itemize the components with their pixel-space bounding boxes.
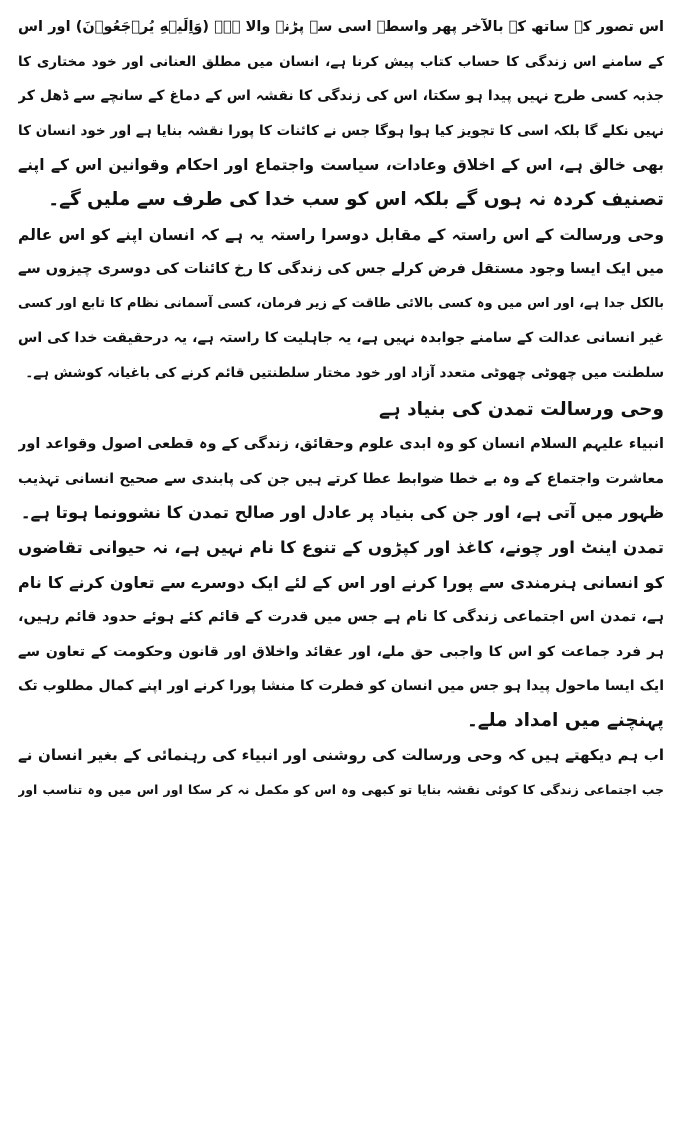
text-line: ہے، تمدن اس اجتماعی زندگی کا نام ہے جس میں قدرت کے قائم کئے ہوئے حدود قائم رہیں، <box>18 609 664 626</box>
paragraph <box>18 531 664 739</box>
text-line: تمدن اینٹ اور چونے، کاغذ اور کپڑوں کے تنوع کا نام نہیں ہے، نہ حیوانی تقاضوں <box>18 537 664 557</box>
text-line: وحی ورسالت کے اس راستہ کے مقابل دوسرا راستہ یہ ہے کہ انسان اپنے کو اس عالم <box>18 225 664 244</box>
text-line: ظہور میں آتی ہے، اور جن کی بنیاد پر عادل اور صالح تمدن کا نشوونما ہوتا ہے۔ <box>20 503 664 523</box>
paragraph <box>18 738 664 807</box>
section-heading: وحی ورسالت تمدن کی بنیاد ہے <box>378 398 664 420</box>
text-line: کو انسانی ہنرمندی سے پورا کرنے اور اس کے لئے ایک دوسرے سے تعاون کرنے کا نام <box>18 572 664 592</box>
text-line: پہنچنے میں امداد ملے۔ <box>466 709 664 731</box>
paragraph <box>18 218 664 391</box>
text-line: بالکل جدا ہے، اور اس میں وہ کسی بالائی طاقت کے زیر فرمان، کسی آسمانی نظام کا تابع اور کسی <box>18 295 664 311</box>
text-line: اس تصور کے ساتھ کہ بالآخر پھر واسطہ اسی سے پڑنے والا ہے۔ (وَاِلَیۡهِ یُرۡجَعُوۡنَ) اور اس <box>18 19 664 35</box>
text-line: بھی خالق ہے، اس کے اخلاق وعادات، سیاست واجتماع اور احکام وقوانین اس کے اپنے <box>18 156 664 175</box>
text-line: سلطنت میں چھوٹی چھوٹی متعدد آزاد اور خود مختار سلطنتیں قائم کرنے کی باغیانہ کوشش ہے۔ <box>25 364 664 381</box>
text-line: اب ہم دیکھتے ہیں کہ وحی ورسالت کی روشنی اور انبیاء کی رہنمائی کے بغیر انسان نے <box>18 746 664 765</box>
text-line: ایک ایسا ماحول پیدا ہو جس میں انسان کو فطرت کا منشا پورا کرنے اور اپنے کمال مطلوب تک <box>18 678 664 695</box>
text-line: نہیں نکلے گا بلکہ اسی کا تجویز کیا ہوا ہوگا جس نے کائنات کا پورا نقشہ بنایا ہے اور خود انسان کا <box>18 122 664 139</box>
text-line: میں ایک ایسا وجود مستقل فرض کرلے جس کی زندگی کا رخ کائنات کی دوسری چیزوں سے <box>18 261 664 278</box>
paragraph <box>18 427 664 531</box>
paragraph <box>18 10 664 218</box>
text-line: غیر انسانی عدالت کے سامنے جوابدہ نہیں ہے، یہ جاہلیت کا راستہ ہے، یہ درحقیقت خدا کی اس <box>18 330 664 347</box>
text-line: جذبہ کسی طرح نہیں پیدا ہو سکتا، اس کی زندگی کا نقشہ اس کے دماغ کے سانچے سے ڈھل کر <box>18 88 664 105</box>
text-line: تصنیف کردہ نہ ہوں گے بلکہ اس کو سب خدا کی طرف سے ملیں گے۔ <box>48 188 664 210</box>
text-line: انبیاء علیہم السلام انسان کو وہ ابدی علوم وحقائق، زندگی کے وہ قطعی اصول وقواعد اور <box>18 436 664 453</box>
text-line: معاشرت واجتماع کے وہ بے خطا ضوابط عطا کرتے ہیں جن کی پابندی سے صحیح انسانی تہذیب <box>18 470 664 487</box>
text-line: کے سامنے اس زندگی کا حساب کتاب پیش کرنا ہے، انسان میں مطلق العنانی اور خود مختاری کا <box>18 53 664 70</box>
text-line: جب اجتماعی زندگی کا کوئی نقشہ بنایا تو کبھی وہ اس کو مکمل نہ کر سکا اور اس میں وہ تناسب اور <box>18 782 664 798</box>
text-line: ہر فرد جماعت کو اس کا واجبی حق ملے، اور عقائد واخلاق اور قانون وحکومت کے تعاون سے <box>18 643 664 660</box>
